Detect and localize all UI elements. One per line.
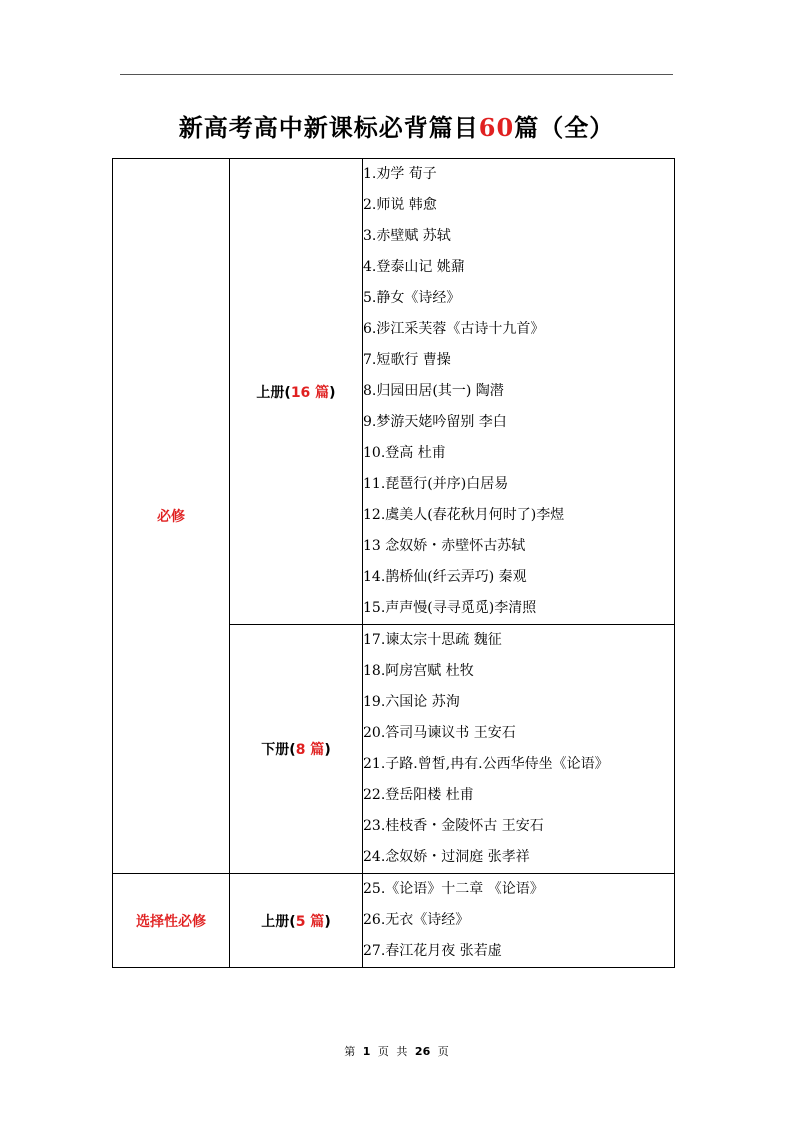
list-item: 7.短歌行 曹操 (363, 352, 451, 368)
volume-cell (230, 159, 363, 625)
list-item: 14.鹊桥仙(纤云弄巧) 秦观 (363, 569, 527, 585)
table-row (113, 159, 675, 625)
list-item: 19.六国论 苏洵 (363, 694, 460, 710)
list-item: 27.春江花月夜 张若虚 (363, 943, 502, 959)
category-cell: 选择性必修 (113, 874, 230, 968)
volume-count-close: ) (324, 913, 331, 930)
syllabus-table (112, 158, 675, 968)
volume-count-close: ) (324, 742, 331, 758)
list-item: 26.无衣《诗经》 (363, 912, 470, 928)
footer-pre: 第 (344, 1045, 356, 1058)
title-suffix: 篇（全） (514, 113, 615, 142)
list-item: 3.赤壁赋 苏轼 (363, 228, 451, 244)
list-item: 2.师说 韩愈 (363, 197, 437, 213)
list-item: 18.阿房宫赋 杜牧 (363, 663, 474, 679)
title-count: 60 (478, 113, 515, 142)
list-item: 11.琵琶行(并序)白居易 (363, 476, 509, 492)
page-footer (0, 1043, 793, 1059)
volume-label: 上册 (256, 384, 285, 401)
footer-mid: 页 共 (377, 1045, 408, 1058)
list-item: 10.登高 杜甫 (363, 445, 446, 461)
reading-list-cell (363, 874, 675, 968)
volume-label: 下册 (261, 742, 290, 758)
list-item: 17.谏太宗十思疏 魏征 (363, 632, 502, 648)
list-item: 6.涉江采芙蓉《古诗十九首》 (363, 321, 545, 337)
list-item: 20.答司马谏议书 王安石 (363, 725, 516, 741)
volume-count-open: ( (289, 913, 296, 930)
volume-cell (230, 625, 363, 874)
list-item: 12.虞美人(春花秋月何时了)李煜 (363, 507, 565, 523)
list-item: 24.念奴娇・过洞庭 张孝祥 (363, 849, 530, 865)
volume-count: 16 篇 (290, 384, 330, 401)
volume-count: 8 篇 (295, 742, 325, 758)
category-cell: 必修 (113, 159, 230, 874)
header-rule (120, 74, 673, 75)
volume-cell (230, 874, 363, 968)
volume-count-close: ) (329, 384, 336, 401)
list-item: 8.归园田居(其一) 陶潜 (363, 383, 504, 399)
list-item: 22.登岳阳楼 杜甫 (363, 787, 474, 803)
footer-post: 页 (437, 1045, 449, 1058)
list-item: 21.子路.曾皙,冉有.公西华侍坐《论语》 (363, 756, 609, 772)
footer-total-pages: 26 (414, 1045, 431, 1058)
volume-label: 上册 (261, 913, 290, 930)
list-item: 4.登泰山记 姚鼐 (363, 259, 465, 275)
footer-page-number: 1 (362, 1045, 371, 1058)
reading-list-cell (363, 625, 675, 874)
volume-count-open: ( (284, 384, 291, 401)
list-item: 13 念奴娇・赤壁怀古苏轼 (363, 538, 526, 554)
title-prefix: 新高考高中新课标必背篇目 (178, 113, 479, 142)
reading-list-cell (363, 159, 675, 625)
list-item: 15.声声慢(寻寻觅觅)李清照 (363, 600, 537, 616)
list-item: 9.梦游天姥吟留别 李白 (363, 414, 507, 430)
list-item: 23.桂枝香・金陵怀古 王安石 (363, 818, 544, 834)
page-title (0, 108, 793, 143)
table-row (113, 874, 675, 968)
volume-count-open: ( (289, 742, 296, 758)
list-item: 25.《论语》十二章 《论语》 (363, 881, 544, 897)
list-item: 5.静女《诗经》 (363, 290, 461, 306)
volume-count: 5 篇 (295, 913, 325, 930)
list-item: 1.劝学 荀子 (363, 166, 437, 182)
